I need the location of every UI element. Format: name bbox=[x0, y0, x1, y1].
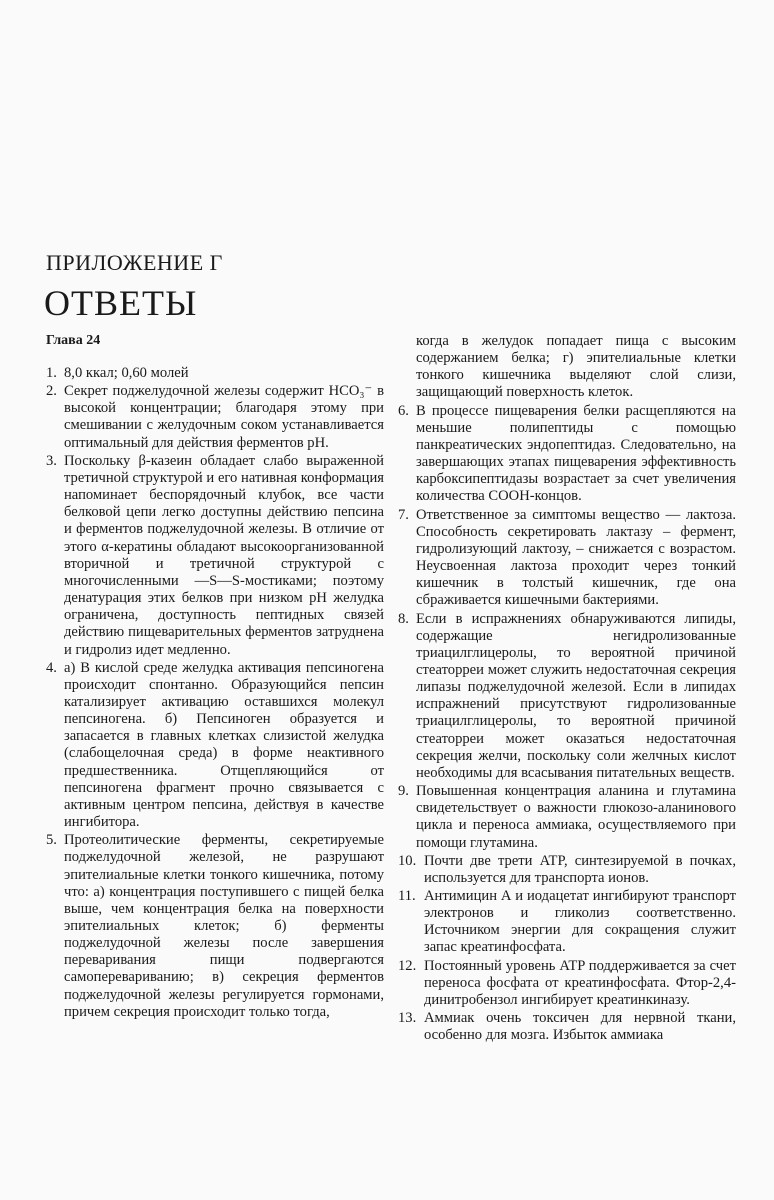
answer-text: Если в испражнениях обнаруживаются липиды, содержащие негидролизованные триацилглицеролы, то вероятной причиной стеаторреи может служить недостаточная секреция липазы поджелудочной железой. Если в липидах испражнений присутствуют гидролизованные триацилглицеролы, то вероятной причиной стеаторреи может оказаться недостаточная секреция желчи, поскольку соли желчных кислот необходимы для всасывания питательных веществ. bbox=[416, 610, 736, 781]
answer-text: 8,0 ккал; 0,60 молей bbox=[64, 365, 189, 381]
answer-6 bbox=[398, 403, 736, 506]
answer-10 bbox=[398, 853, 736, 887]
answer-number: 9. bbox=[398, 783, 409, 800]
answer-number: 1. bbox=[46, 365, 57, 381]
answer-number: 12. bbox=[398, 957, 417, 974]
answer-number: 5. bbox=[46, 832, 57, 849]
answer-number: 11. bbox=[398, 888, 416, 904]
answer-text: Почти две трети ATP, синтезируемой в почках, используется для транспорта ионов. bbox=[424, 852, 736, 886]
answer-text: Аммиак очень токсичен для нервной ткани, особенно для мозга. Избыток аммиака bbox=[424, 1010, 736, 1044]
answer-12 bbox=[398, 958, 736, 1009]
answer-number: 8. bbox=[398, 610, 409, 627]
answer-text: Постоянный уровень ATP поддерживается за счет переноса фосфата от креатинфосфата. Фтор-2,4-динитробензол ингибирует креатинкиназу. bbox=[424, 957, 736, 1008]
answer-5-continuation: когда в желудок попадает пища с высоким содержанием белка; г) эпителиальные клетки тонкого кишечника выделяют слой слизи, защищающий поверхность клеток. bbox=[416, 333, 736, 401]
answer-8 bbox=[398, 611, 736, 783]
answer-9 bbox=[398, 783, 736, 852]
answer-number: 7. bbox=[398, 506, 409, 523]
answer-number: 10. bbox=[398, 852, 417, 869]
answer-13 bbox=[398, 1010, 736, 1044]
answer-5 bbox=[46, 832, 384, 1021]
answer-11 bbox=[398, 888, 736, 957]
appendix-label: ПРИЛОЖЕНИЕ Г bbox=[46, 250, 223, 275]
answer-1 bbox=[46, 365, 384, 382]
answer-4 bbox=[46, 660, 384, 832]
answer-text: В процессе пищеварения белки расщепляются на меньшие полипептиды с помощью панкреатических эндопептидаз. Следовательно, на завершающих этапах пищеварения эффективность карбоксипептидазы возрастает за счет увеличения количества СООН-концов. bbox=[416, 402, 736, 505]
answer-text: Протеолитические ферменты, секретируемые поджелудочной железой, не разрушают эпителиальные клетки тонкого кишечника, потому что: а) концентрация поступившего с пищей белка выше, чем концентрация белка на поверхности эпителиальных клеток; б) ферменты поджелудочной железы после завершения переваривания пищи подвергаются самоперевариванию; в) секреция ферментов поджелудочной железы регулируется гормонами, причем секреция происходит только тогда, bbox=[64, 832, 384, 1020]
answer-number: 4. bbox=[46, 659, 57, 676]
right-column bbox=[398, 333, 736, 1045]
chapter-heading: Глава 24 bbox=[46, 333, 101, 348]
answer-text: Ответственное за симптомы вещество — лактоза. Способность секретировать лактазу – фермент, гидролизующий лактозу, – снижается с возрастом. Неусвоенная лактоза проходит через тонкий кишечник в толстый кишечник, где она сбраживается кишечными бактериями. bbox=[416, 506, 736, 609]
answer-2 bbox=[46, 383, 384, 452]
answer-number: 3. bbox=[46, 452, 57, 469]
answer-text: Секрет поджелудочной железы содержит HCO₃⁻ в высокой концентрации; благодаря этому при смешивании с желудочным соком устанавливается оптимальный для действия ферментов pH. bbox=[64, 383, 384, 451]
answer-text: Антимицин А и иодацетат ингибируют транспорт электронов и гликолиз соответственно. Источником энергии для сокращения служит запас креатинфосфата. bbox=[424, 888, 736, 956]
answer-text: а) В кислой среде желудка активация пепсиногена происходит спонтанно. Образующийся пепсин катализирует активацию оставшихся молекул пепсиногена. б) Пепсиноген образуется и запасается в главных клетках слизистой желудка (слабощелочная среда) в форме неактивного предшественника. Отщепляющийся от пепсиногена фрагмент прочно связывается с активным центром пепсина, действуя в качестве ингибитора. bbox=[64, 659, 384, 831]
answer-text: Повышенная концентрация аланина и глутамина свидетельствует о важности глюкозо-аланинового цикла и переноса аммиака, осуществляемого при помощи глутамина. bbox=[416, 783, 736, 851]
answer-text: Поскольку β-казеин обладает слабо выраженной третичной структурой и его нативная конформация напоминает беспорядочный клубок, все части белковой цепи легко доступны действию пепсина и ферментов поджелудочной железы. В отличие от этого α-кератины обладают высокоорганизованной вторичной и третичной структурой с многочисленными —S—S-мостиками; поэтому денатурация этих белков при низком pH желудка ограничена, доступность пептидных связей действию пищеварительных ферментов затруднена и гидролиз идет медленно. bbox=[64, 452, 384, 658]
left-column bbox=[46, 365, 384, 1022]
page-title: ОТВЕТЫ bbox=[44, 283, 198, 323]
answer-number: 6. bbox=[398, 402, 409, 419]
answer-7 bbox=[398, 507, 736, 610]
answer-number: 2. bbox=[46, 383, 57, 400]
answer-number: 13. bbox=[398, 1010, 417, 1027]
answer-3 bbox=[46, 453, 384, 659]
